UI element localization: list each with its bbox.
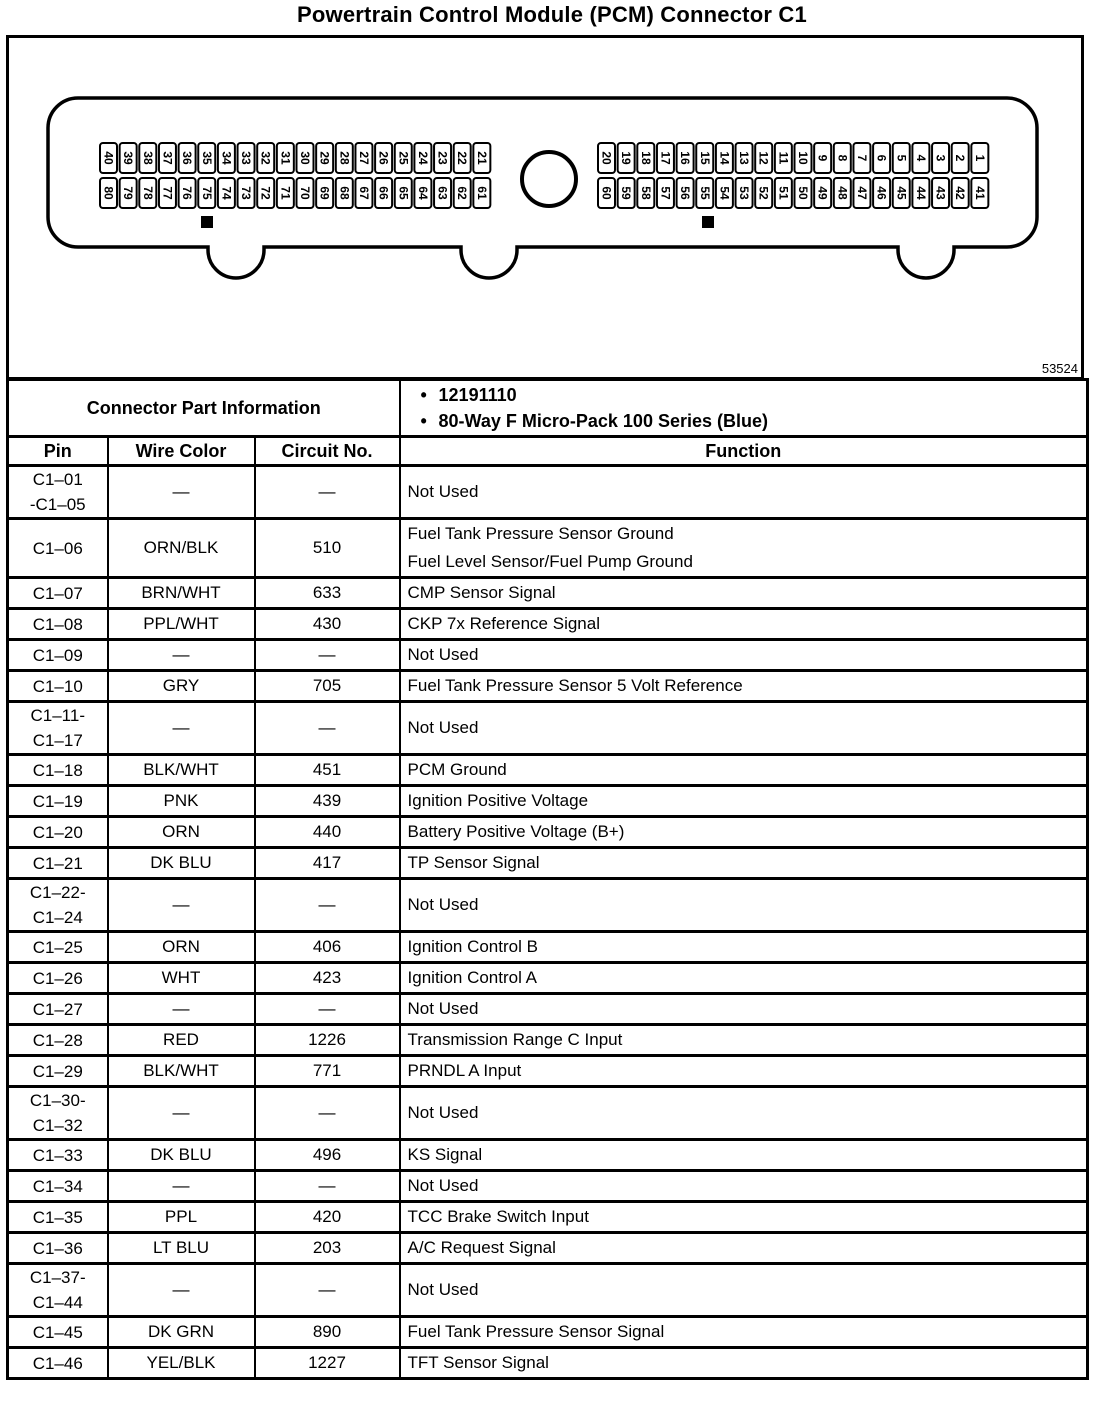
pin-cell: C1–28 (8, 1025, 108, 1056)
circuit-no-cell: 420 (255, 1202, 400, 1233)
pin-number: 33 (239, 151, 254, 165)
circuit-no-cell: — (255, 994, 400, 1025)
function-cell: Ignition Control B (400, 932, 1088, 963)
pin-number: 65 (396, 186, 411, 200)
pin-cell: C1–21 (8, 848, 108, 879)
connector-drawing (9, 38, 1081, 377)
pin-number: 62 (455, 186, 470, 200)
circuit-no-cell: — (255, 466, 400, 519)
pin-number: 6 (874, 154, 889, 162)
pin-number: 70 (298, 186, 312, 200)
circuit-no-cell: 417 (255, 848, 400, 879)
pin-cell: C1–36 (8, 1233, 108, 1264)
pin-number: 72 (258, 186, 273, 200)
pin-cell: C1–06 (8, 519, 108, 578)
table-row (8, 1348, 1088, 1379)
pin-cell: C1–30- C1–32 (8, 1087, 108, 1140)
wire-color-cell: DK GRN (108, 1317, 255, 1348)
pin-number: 58 (638, 186, 653, 200)
pin-number: 40 (101, 151, 116, 165)
pin-number: 77 (160, 186, 175, 200)
pin-number: 76 (180, 186, 195, 200)
circuit-no-cell: 890 (255, 1317, 400, 1348)
pin-cell: C1–37- C1–44 (8, 1264, 108, 1317)
pin-number: 22 (455, 151, 470, 165)
pin-number: 2 (953, 154, 968, 162)
pin-number: 41 (972, 186, 987, 200)
circuit-no-cell: 633 (255, 578, 400, 609)
pin-number: 10 (796, 151, 810, 165)
pin-cell: C1–25 (8, 932, 108, 963)
part-info-row (8, 380, 1088, 437)
pin-number: 59 (619, 186, 634, 200)
pin-number: 19 (619, 151, 634, 165)
pin-number: 4 (913, 154, 928, 162)
pin-number: 37 (160, 151, 175, 165)
pin-number: 17 (658, 151, 673, 165)
table-row (8, 848, 1088, 879)
pin-number: 74 (219, 186, 234, 200)
pin-cell: C1–27 (8, 994, 108, 1025)
column-header-function: Function (400, 437, 1088, 466)
function-cell: CMP Sensor Signal (400, 578, 1088, 609)
pin-number: 12 (756, 151, 771, 165)
pin-cell: C1–11- C1–17 (8, 702, 108, 755)
column-header-wire-color: Wire Color (108, 437, 255, 466)
function-cell: PRNDL A Input (400, 1056, 1088, 1087)
table-row (8, 1317, 1088, 1348)
pin-number: 48 (835, 186, 850, 200)
column-header-pin: Pin (8, 437, 108, 466)
circuit-no-cell: 203 (255, 1233, 400, 1264)
wire-color-cell: WHT (108, 963, 255, 994)
pin-cell: C1–26 (8, 963, 108, 994)
wire-color-cell: ORN/BLK (108, 519, 255, 578)
wire-color-cell: — (108, 640, 255, 671)
function-cell: CKP 7x Reference Signal (400, 609, 1088, 640)
pin-number: 21 (474, 151, 489, 165)
wire-color-cell: YEL/BLK (108, 1348, 255, 1379)
table-row (8, 1202, 1088, 1233)
pin-number: 26 (376, 151, 391, 165)
pin-number: 56 (678, 186, 693, 200)
function-cell: Not Used (400, 1264, 1088, 1317)
circuit-no-cell: 510 (255, 519, 400, 578)
pin-number: 8 (835, 154, 850, 162)
index-mark-square-right (702, 216, 714, 228)
wire-color-cell: ORN (108, 817, 255, 848)
pin-cell: C1–10 (8, 671, 108, 702)
pin-cell: C1–07 (8, 578, 108, 609)
pin-number: 57 (658, 186, 673, 200)
pin-cell: C1–09 (8, 640, 108, 671)
pin-number: 71 (278, 186, 293, 200)
circuit-no-cell: 423 (255, 963, 400, 994)
part-number-item: • 12191110 (401, 382, 1086, 408)
part-info-list (400, 380, 1088, 437)
table-row (8, 1056, 1088, 1087)
pin-number: 30 (298, 151, 312, 165)
pin-number: 61 (474, 186, 489, 200)
pin-number: 75 (199, 186, 214, 200)
column-header-row (8, 437, 1088, 466)
function-cell: TCC Brake Switch Input (400, 1202, 1088, 1233)
wire-color-cell: — (108, 1171, 255, 1202)
wire-color-cell: DK BLU (108, 1140, 255, 1171)
wire-color-cell: BLK/WHT (108, 1056, 255, 1087)
pin-number: 25 (396, 151, 411, 165)
pin-number: 27 (356, 151, 371, 165)
connector-diagram (6, 35, 1084, 380)
table-row (8, 1087, 1088, 1140)
circuit-no-cell: — (255, 640, 400, 671)
pin-cell: C1–08 (8, 609, 108, 640)
pin-number: 52 (756, 186, 771, 200)
pin-number: 78 (140, 186, 155, 200)
pin-cell: C1–29 (8, 1056, 108, 1087)
wire-color-cell: DK BLU (108, 848, 255, 879)
function-cell: Fuel Tank Pressure Sensor 5 Volt Reference (400, 671, 1088, 702)
pin-number: 9 (815, 154, 830, 162)
pin-number: 46 (874, 186, 889, 200)
circuit-no-cell: 451 (255, 755, 400, 786)
function-cell: PCM Ground (400, 755, 1088, 786)
pin-cell: C1–01 -C1–05 (8, 466, 108, 519)
pin-cell: C1–35 (8, 1202, 108, 1233)
pin-number: 1 (972, 154, 987, 162)
function-cell: Transmission Range C Input (400, 1025, 1088, 1056)
function-cell: Not Used (400, 1171, 1088, 1202)
pin-number: 50 (796, 186, 810, 200)
table-row (8, 932, 1088, 963)
pin-number: 42 (953, 186, 968, 200)
pin-number: 47 (854, 186, 869, 200)
pin-number: 36 (180, 151, 195, 165)
table-row (8, 1233, 1088, 1264)
pin-cell: C1–45 (8, 1317, 108, 1348)
table-row (8, 1171, 1088, 1202)
table-row (8, 1025, 1088, 1056)
pin-cell: C1–33 (8, 1140, 108, 1171)
function-cell: Not Used (400, 466, 1088, 519)
pin-number: 14 (717, 151, 732, 165)
wire-color-cell: PPL (108, 1202, 255, 1233)
part-info-header: Connector Part Information (8, 380, 400, 437)
column-header-circuit-no: Circuit No. (255, 437, 400, 466)
table-row (8, 609, 1088, 640)
wire-color-cell: — (108, 994, 255, 1025)
function-cell: A/C Request Signal (400, 1233, 1088, 1264)
function-cell: Not Used (400, 1087, 1088, 1140)
pin-number: 67 (356, 186, 371, 200)
wire-color-cell: — (108, 879, 255, 932)
circuit-no-cell: — (255, 879, 400, 932)
table-row (8, 1264, 1088, 1317)
pin-number: 45 (894, 186, 909, 200)
pin-number: 53 (737, 186, 752, 200)
function-cell: Fuel Tank Pressure Sensor Signal (400, 1317, 1088, 1348)
pin-number: 31 (278, 151, 293, 165)
table-row (8, 755, 1088, 786)
pin-cell: C1–20 (8, 817, 108, 848)
circuit-no-cell: 440 (255, 817, 400, 848)
wire-color-cell: BLK/WHT (108, 755, 255, 786)
table-row (8, 466, 1088, 519)
pin-number: 34 (219, 151, 234, 165)
table-row (8, 702, 1088, 755)
pin-number: 54 (717, 186, 732, 200)
pin-number: 28 (337, 151, 352, 165)
pin-number: 23 (435, 151, 450, 165)
pin-number: 43 (933, 186, 948, 200)
connector-type-item: • 80-Way F Micro-Pack 100 Series (Blue) (401, 408, 1086, 434)
wire-color-cell: — (108, 702, 255, 755)
pin-cell: C1–34 (8, 1171, 108, 1202)
table-row (8, 963, 1088, 994)
wire-color-cell: — (108, 1087, 255, 1140)
pin-number: 39 (121, 151, 136, 165)
table-row (8, 519, 1088, 578)
function-cell: Not Used (400, 702, 1088, 755)
function-cell: TP Sensor Signal (400, 848, 1088, 879)
function-cell: Battery Positive Voltage (B+) (400, 817, 1088, 848)
circuit-no-cell: — (255, 1087, 400, 1140)
wire-color-cell: — (108, 466, 255, 519)
circuit-no-cell: 406 (255, 932, 400, 963)
circuit-no-cell: — (255, 702, 400, 755)
pin-number: 29 (317, 151, 332, 165)
pin-number: 11 (776, 151, 791, 165)
circuit-no-cell: 496 (255, 1140, 400, 1171)
pin-cell: C1–22- C1–24 (8, 879, 108, 932)
page-title: Powertrain Control Module (PCM) Connector C1 (297, 2, 807, 27)
center-bolt-hole (522, 152, 576, 206)
wire-color-cell: ORN (108, 932, 255, 963)
table-row (8, 817, 1088, 848)
function-cell: Ignition Positive Voltage (400, 786, 1088, 817)
pin-number: 80 (101, 186, 116, 200)
pin-number: 44 (913, 186, 928, 200)
pin-cell: C1–18 (8, 755, 108, 786)
pin-number: 24 (415, 151, 430, 165)
function-cell: Not Used (400, 994, 1088, 1025)
pin-number: 49 (815, 186, 830, 200)
wire-color-cell: GRY (108, 671, 255, 702)
table-row (8, 640, 1088, 671)
function-cell: Fuel Tank Pressure Sensor Ground Fuel Level Sensor/Fuel Pump Ground (400, 519, 1088, 578)
pin-number: 66 (376, 186, 391, 200)
pin-number: 18 (638, 151, 653, 165)
circuit-no-cell: 705 (255, 671, 400, 702)
table-row (8, 671, 1088, 702)
wire-color-cell: PPL/WHT (108, 609, 255, 640)
circuit-no-cell: 439 (255, 786, 400, 817)
pin-number: 3 (933, 154, 948, 162)
pin-number: 68 (337, 186, 352, 200)
circuit-no-cell: 1226 (255, 1025, 400, 1056)
function-cell: TFT Sensor Signal (400, 1348, 1088, 1379)
pin-number: 63 (435, 186, 450, 200)
pin-number: 16 (678, 151, 693, 165)
pin-number: 64 (415, 186, 430, 200)
pin-cell: C1–19 (8, 786, 108, 817)
connector-pinout-table (6, 378, 1089, 1380)
pin-number: 7 (854, 154, 869, 162)
pin-number: 32 (258, 151, 273, 165)
pin-number: 20 (599, 151, 614, 165)
function-cell: Ignition Control A (400, 963, 1088, 994)
circuit-no-cell: 771 (255, 1056, 400, 1087)
figure-number: 53524 (1041, 361, 1078, 376)
pin-number: 38 (140, 151, 155, 165)
table-row (8, 879, 1088, 932)
pin-number: 15 (697, 151, 712, 165)
pin-number: 55 (697, 186, 712, 200)
wire-color-cell: — (108, 1264, 255, 1317)
circuit-no-cell: — (255, 1264, 400, 1317)
pin-number: 51 (776, 186, 791, 200)
table-row (8, 578, 1088, 609)
pin-number: 79 (121, 186, 136, 200)
pin-number: 69 (317, 186, 332, 200)
circuit-no-cell: — (255, 1171, 400, 1202)
pin-number: 35 (199, 151, 214, 165)
table-row (8, 994, 1088, 1025)
pin-number: 5 (894, 154, 909, 162)
circuit-no-cell: 430 (255, 609, 400, 640)
wire-color-cell: RED (108, 1025, 255, 1056)
circuit-no-cell: 1227 (255, 1348, 400, 1379)
index-mark-square-left (201, 216, 213, 228)
table-row (8, 786, 1088, 817)
pin-number: 60 (599, 186, 614, 200)
pin-number: 13 (737, 151, 752, 165)
pin-cell: C1–46 (8, 1348, 108, 1379)
table-row (8, 1140, 1088, 1171)
function-cell: Not Used (400, 879, 1088, 932)
function-cell: KS Signal (400, 1140, 1088, 1171)
wire-color-cell: BRN/WHT (108, 578, 255, 609)
pin-number: 73 (239, 186, 254, 200)
wire-color-cell: PNK (108, 786, 255, 817)
wire-color-cell: LT BLU (108, 1233, 255, 1264)
function-cell: Not Used (400, 640, 1088, 671)
